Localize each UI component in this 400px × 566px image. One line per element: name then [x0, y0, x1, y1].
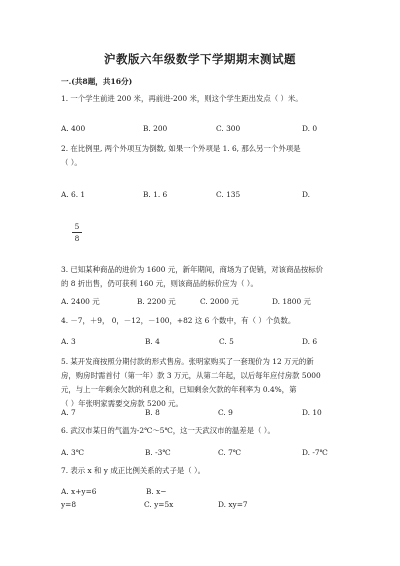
question-line: 2. 在比例里, 两个外项互为倒数, 如果一个外项是 1. 6, 那么另一个外项是 — [61, 144, 301, 153]
option-d: D. 1800 元 — [272, 297, 311, 306]
option-a: A. 6. 1 — [61, 190, 86, 199]
question-5-text — [61, 355, 321, 411]
option-a: A. 2400 元 — [61, 297, 100, 306]
option-b: B. -3℃ — [145, 448, 171, 457]
option-a: A. x+y=6 — [61, 487, 97, 496]
option-d-fraction — [72, 222, 82, 243]
fraction-denominator: 8 — [74, 234, 80, 243]
question-line: （ ）年张明家需要交房款 5200 元。 — [61, 399, 183, 408]
question-1-text — [61, 92, 303, 106]
option-b: B. 8 — [145, 408, 160, 417]
option-c: C. 9 — [218, 408, 233, 417]
option-a: A. 7 — [61, 408, 76, 417]
option-a: A. 3 — [61, 337, 76, 346]
question-line: 6. 武汉市某日的气温为-2℃～5℃，这一天武汉市的温差是（ ）。 — [61, 426, 275, 435]
option-d: D. 10 — [302, 408, 322, 417]
option-d: D. xy=7 — [218, 500, 248, 509]
question-7-text — [61, 464, 205, 478]
section-heading: 一.(共8题，共16分) — [61, 77, 133, 86]
option-d: D. 0 — [302, 124, 318, 133]
option-b: B. 4 — [145, 337, 160, 346]
question-line: 元，与上一年剩余欠款的利息之和，已知剩余欠款的年利率为 0.4%，第 — [61, 385, 297, 394]
option-b-continued: y=8 — [61, 500, 77, 509]
option-d: D. 6 — [302, 337, 318, 346]
question-line: 4. －7，＋9， 0，－12，－100，+82 这 6 个数中，有（ ）个负数。 — [61, 316, 296, 325]
option-d: D. -7℃ — [302, 448, 328, 457]
fraction-bar — [72, 232, 82, 233]
question-line: 房，购房时需首付（第一年）款 3 万元，从第二年起，以后每年应付房款 5000 — [61, 371, 321, 380]
option-d: D. — [302, 190, 311, 199]
option-c: C. 7℃ — [218, 448, 242, 457]
question-line: 7. 表示 x 和 y 成正比例关系的式子是（ ）。 — [61, 466, 206, 475]
question-line: 的 8 折出售，仍可获利 160 元，则该商品的标价应为（ ）。 — [61, 279, 258, 288]
question-line: 3. 已知某种商品的进价为 1600 元，新年期间，商场为了促销，对该商品按标价 — [61, 265, 324, 274]
option-b: B. 1. 6 — [143, 190, 168, 199]
question-line: 1. 一个学生前进 200 米，再前进-200 米，则这个学生距出发点（ ）米。 — [61, 94, 303, 103]
option-c: C. 135 — [216, 190, 241, 199]
question-4-text — [61, 314, 295, 328]
fraction-numerator: 5 — [74, 222, 80, 231]
option-b: B. x− — [146, 487, 167, 496]
option-b: B. 2200 元 — [137, 297, 176, 306]
option-c: C. 5 — [219, 337, 234, 346]
page-title: 沪教版六年级数学下学期期末测试题 — [104, 52, 296, 66]
question-line: （ ）。 — [61, 158, 82, 167]
question-2-text — [61, 142, 301, 170]
question-3-text — [61, 263, 323, 291]
option-a: A. 3℃ — [61, 448, 85, 457]
option-a: A. 400 — [61, 124, 86, 133]
option-c: C. y=5x — [144, 500, 174, 509]
option-c: C. 300 — [216, 124, 241, 133]
option-b: B. 200 — [143, 124, 168, 133]
question-line: 5. 某开发商按照分期付款的形式售房。张明家购买了一套现价为 12 万元的新 — [61, 357, 314, 366]
question-6-text — [61, 424, 275, 438]
option-c: C. 2000 元 — [200, 297, 239, 306]
